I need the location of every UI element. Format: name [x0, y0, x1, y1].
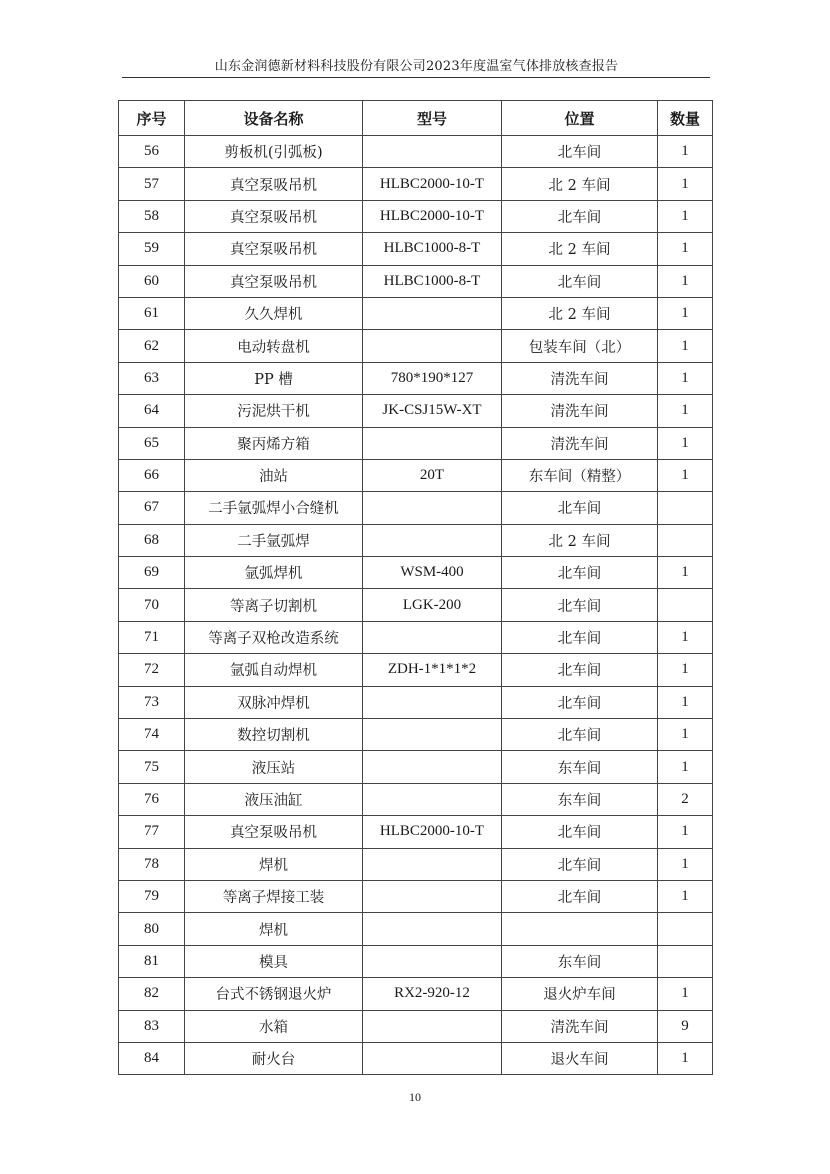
table-row	[119, 524, 713, 556]
cell-equipment-name: 真空泵吸吊机	[185, 200, 363, 232]
cell-model: 20T	[363, 459, 502, 491]
cell-model: ZDH-1*1*1*2	[363, 654, 502, 686]
table-row	[119, 136, 713, 168]
cell-location: 清洗车间	[502, 1010, 658, 1042]
cell-quantity: 1	[658, 1042, 713, 1074]
table-row	[119, 978, 713, 1010]
cell-equipment-name: 剪板机(引弧板)	[185, 136, 363, 168]
cell-equipment-name: 模具	[185, 945, 363, 977]
cell-location: 包装车间（北）	[502, 330, 658, 362]
cell-equipment-name: 二手氩弧焊	[185, 524, 363, 556]
table-row	[119, 362, 713, 394]
cell-index: 61	[119, 297, 185, 329]
cell-model	[363, 1010, 502, 1042]
cell-location: 北车间	[502, 265, 658, 297]
cell-location: 北车间	[502, 654, 658, 686]
cell-quantity: 1	[658, 654, 713, 686]
cell-index: 70	[119, 589, 185, 621]
table-row	[119, 427, 713, 459]
cell-quantity: 1	[658, 136, 713, 168]
cell-quantity	[658, 913, 713, 945]
cell-index: 76	[119, 783, 185, 815]
cell-location: 北车间	[502, 686, 658, 718]
cell-location: 东车间（精整）	[502, 459, 658, 491]
table-row	[119, 265, 713, 297]
table-row	[119, 880, 713, 912]
cell-equipment-name: 真空泵吸吊机	[185, 816, 363, 848]
cell-location: 北车间	[502, 589, 658, 621]
cell-location: 北 2 车间	[502, 168, 658, 200]
cell-index: 73	[119, 686, 185, 718]
cell-location: 北车间	[502, 557, 658, 589]
cell-location: 北 2 车间	[502, 233, 658, 265]
cell-model	[363, 621, 502, 653]
cell-model: HLBC1000-8-T	[363, 265, 502, 297]
cell-equipment-name: 二手氩弧焊小合缝机	[185, 492, 363, 524]
cell-model	[363, 880, 502, 912]
cell-quantity: 1	[658, 265, 713, 297]
cell-model	[363, 913, 502, 945]
cell-quantity: 1	[658, 362, 713, 394]
cell-location: 北 2 车间	[502, 297, 658, 329]
column-header-quantity: 数量	[658, 101, 713, 136]
cell-location: 东车间	[502, 783, 658, 815]
column-header-model: 型号	[363, 101, 502, 136]
table-row	[119, 686, 713, 718]
cell-index: 75	[119, 751, 185, 783]
table-row	[119, 589, 713, 621]
cell-equipment-name: 数控切割机	[185, 719, 363, 751]
table-row	[119, 168, 713, 200]
cell-model: JK-CSJ15W-XT	[363, 395, 502, 427]
cell-quantity	[658, 524, 713, 556]
cell-equipment-name: 液压站	[185, 751, 363, 783]
cell-quantity: 1	[658, 686, 713, 718]
cell-quantity: 1	[658, 297, 713, 329]
table-row	[119, 459, 713, 491]
cell-model	[363, 783, 502, 815]
table-row	[119, 557, 713, 589]
cell-equipment-name: 液压油缸	[185, 783, 363, 815]
cell-index: 71	[119, 621, 185, 653]
cell-equipment-name: 等离子切割机	[185, 589, 363, 621]
table-row	[119, 492, 713, 524]
cell-quantity	[658, 945, 713, 977]
cell-index: 79	[119, 880, 185, 912]
cell-model: HLBC2000-10-T	[363, 200, 502, 232]
cell-equipment-name: 聚丙烯方箱	[185, 427, 363, 459]
table-row	[119, 913, 713, 945]
cell-location: 东车间	[502, 751, 658, 783]
cell-location: 退火炉车间	[502, 978, 658, 1010]
cell-index: 68	[119, 524, 185, 556]
cell-index: 58	[119, 200, 185, 232]
cell-equipment-name: 油站	[185, 459, 363, 491]
table-row	[119, 297, 713, 329]
cell-equipment-name: 污泥烘干机	[185, 395, 363, 427]
cell-index: 78	[119, 848, 185, 880]
cell-equipment-name: 电动转盘机	[185, 330, 363, 362]
cell-equipment-name: 真空泵吸吊机	[185, 233, 363, 265]
table-row	[119, 816, 713, 848]
cell-location: 北车间	[502, 880, 658, 912]
table-row	[119, 1010, 713, 1042]
cell-equipment-name: 双脉冲焊机	[185, 686, 363, 718]
cell-quantity: 1	[658, 395, 713, 427]
document-header: 山东金润德新材料科技股份有限公司2023年度温室气体排放核查报告	[214, 59, 619, 74]
cell-index: 74	[119, 719, 185, 751]
cell-quantity: 1	[658, 330, 713, 362]
cell-index: 82	[119, 978, 185, 1010]
cell-quantity: 1	[658, 459, 713, 491]
table-row	[119, 1042, 713, 1074]
cell-index: 84	[119, 1042, 185, 1074]
cell-model	[363, 136, 502, 168]
column-header-name: 设备名称	[185, 101, 363, 136]
column-header-index: 序号	[119, 101, 185, 136]
cell-equipment-name: 真空泵吸吊机	[185, 168, 363, 200]
cell-location: 北车间	[502, 719, 658, 751]
cell-index: 64	[119, 395, 185, 427]
cell-quantity: 1	[658, 848, 713, 880]
cell-model: RX2-920-12	[363, 978, 502, 1010]
table-row	[119, 751, 713, 783]
cell-index: 56	[119, 136, 185, 168]
equipment-table	[118, 100, 713, 1075]
cell-equipment-name: 氩弧焊机	[185, 557, 363, 589]
cell-quantity: 1	[658, 200, 713, 232]
cell-equipment-name: 水箱	[185, 1010, 363, 1042]
cell-index: 62	[119, 330, 185, 362]
cell-equipment-name: 台式不锈钢退火炉	[185, 978, 363, 1010]
cell-index: 66	[119, 459, 185, 491]
table-row	[119, 654, 713, 686]
cell-location: 东车间	[502, 945, 658, 977]
cell-index: 81	[119, 945, 185, 977]
table-row	[119, 848, 713, 880]
cell-location: 北车间	[502, 492, 658, 524]
table-header-row	[119, 101, 713, 136]
cell-location: 清洗车间	[502, 427, 658, 459]
cell-equipment-name: 耐火台	[185, 1042, 363, 1074]
cell-index: 77	[119, 816, 185, 848]
cell-model	[363, 751, 502, 783]
table-row	[119, 719, 713, 751]
cell-model: WSM-400	[363, 557, 502, 589]
cell-model: HLBC2000-10-T	[363, 816, 502, 848]
cell-index: 80	[119, 913, 185, 945]
cell-location: 清洗车间	[502, 395, 658, 427]
table-row	[119, 233, 713, 265]
cell-model	[363, 297, 502, 329]
header-divider	[122, 77, 710, 78]
cell-equipment-name: 久久焊机	[185, 297, 363, 329]
cell-quantity	[658, 492, 713, 524]
cell-quantity: 1	[658, 751, 713, 783]
cell-quantity: 1	[658, 557, 713, 589]
cell-index: 65	[119, 427, 185, 459]
cell-model: LGK-200	[363, 589, 502, 621]
table-row	[119, 395, 713, 427]
cell-location: 北车间	[502, 848, 658, 880]
cell-quantity: 9	[658, 1010, 713, 1042]
table-row	[119, 200, 713, 232]
cell-quantity: 1	[658, 880, 713, 912]
cell-model	[363, 330, 502, 362]
cell-equipment-name: PP 槽	[185, 362, 363, 394]
column-header-location: 位置	[502, 101, 658, 136]
cell-quantity: 1	[658, 427, 713, 459]
table-row	[119, 330, 713, 362]
cell-model: HLBC1000-8-T	[363, 233, 502, 265]
cell-model	[363, 719, 502, 751]
cell-model: HLBC2000-10-T	[363, 168, 502, 200]
cell-equipment-name: 等离子双枪改造系统	[185, 621, 363, 653]
cell-location: 北车间	[502, 816, 658, 848]
cell-location: 北车间	[502, 200, 658, 232]
cell-model	[363, 427, 502, 459]
cell-model	[363, 686, 502, 718]
cell-index: 57	[119, 168, 185, 200]
cell-index: 59	[119, 233, 185, 265]
cell-index: 83	[119, 1010, 185, 1042]
cell-location: 北 2 车间	[502, 524, 658, 556]
table-row	[119, 621, 713, 653]
cell-equipment-name: 氩弧自动焊机	[185, 654, 363, 686]
table-row	[119, 945, 713, 977]
cell-model	[363, 945, 502, 977]
cell-location: 北车间	[502, 136, 658, 168]
cell-index: 69	[119, 557, 185, 589]
table-row	[119, 783, 713, 815]
cell-quantity: 1	[658, 168, 713, 200]
cell-quantity: 2	[658, 783, 713, 815]
cell-model	[363, 1042, 502, 1074]
cell-model	[363, 492, 502, 524]
cell-model: 780*190*127	[363, 362, 502, 394]
cell-model	[363, 524, 502, 556]
page-number: 10	[409, 1090, 421, 1104]
cell-equipment-name: 焊机	[185, 848, 363, 880]
cell-equipment-name: 焊机	[185, 913, 363, 945]
cell-quantity: 1	[658, 719, 713, 751]
cell-quantity: 1	[658, 621, 713, 653]
cell-index: 60	[119, 265, 185, 297]
cell-quantity: 1	[658, 978, 713, 1010]
cell-equipment-name: 真空泵吸吊机	[185, 265, 363, 297]
cell-quantity: 1	[658, 816, 713, 848]
cell-model	[363, 848, 502, 880]
cell-location: 北车间	[502, 621, 658, 653]
cell-index: 72	[119, 654, 185, 686]
cell-location: 退火车间	[502, 1042, 658, 1074]
cell-location	[502, 913, 658, 945]
cell-location: 清洗车间	[502, 362, 658, 394]
table-body	[119, 136, 713, 1075]
cell-index: 67	[119, 492, 185, 524]
cell-equipment-name: 等离子焊接工装	[185, 880, 363, 912]
cell-quantity	[658, 589, 713, 621]
cell-index: 63	[119, 362, 185, 394]
cell-quantity: 1	[658, 233, 713, 265]
